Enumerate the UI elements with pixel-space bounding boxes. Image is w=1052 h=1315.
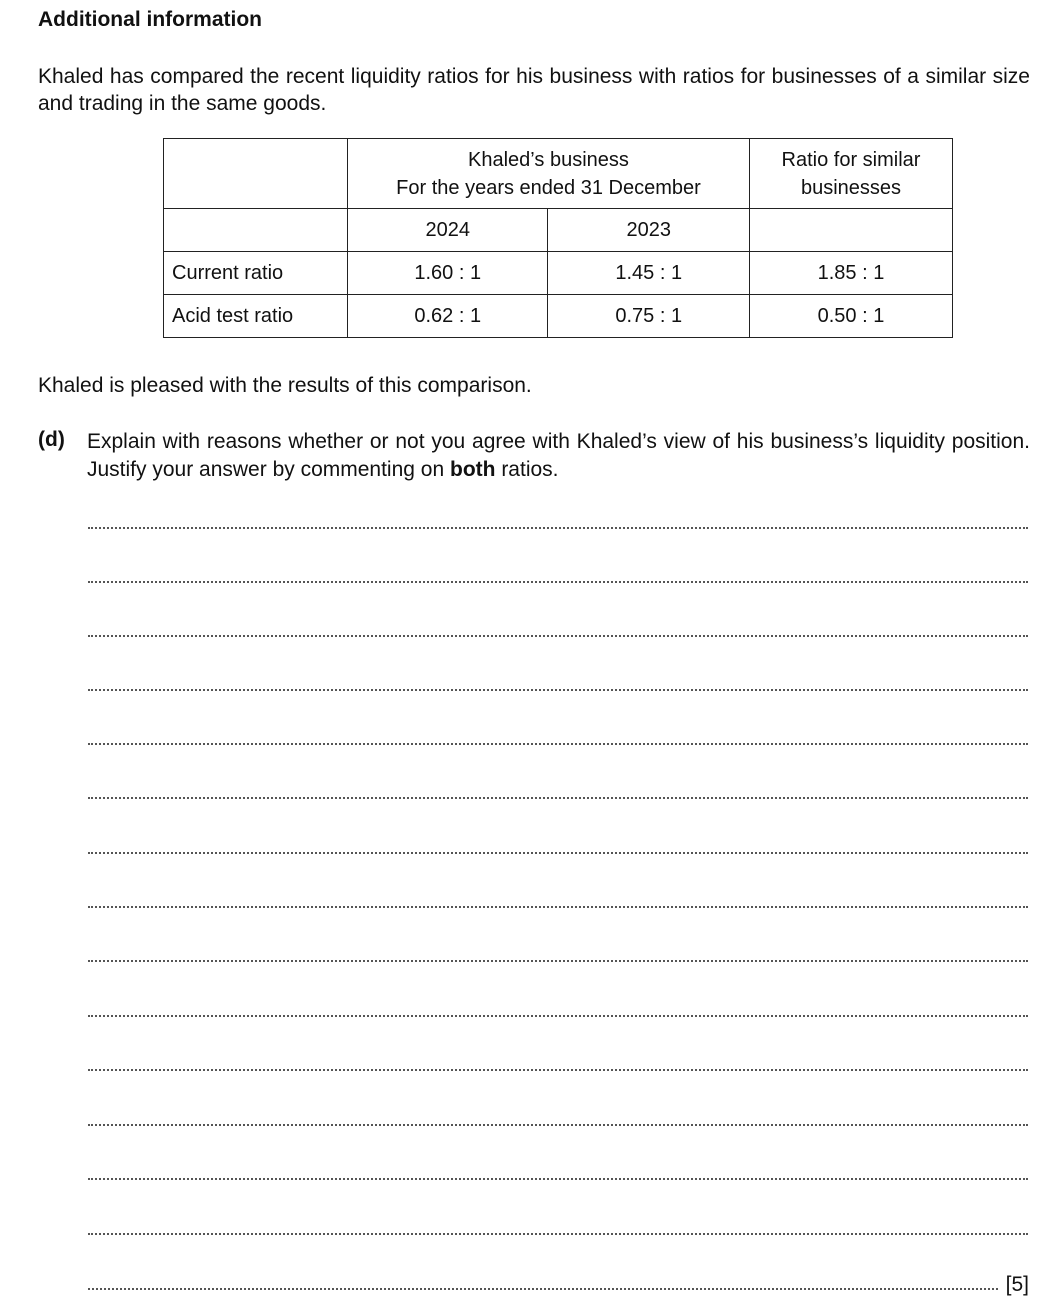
khaled-business-header xyxy=(347,139,749,209)
marks-allocation: [5] xyxy=(1005,1273,1029,1296)
current-ratio-2024: 1.60 : 1 xyxy=(347,252,548,295)
answer-line[interactable] xyxy=(88,960,1028,962)
question-emphasis: both xyxy=(450,458,496,481)
liquidity-ratio-table xyxy=(163,138,953,338)
empty-similar-year-cell xyxy=(749,209,952,252)
acid-test-ratio-2024: 0.62 : 1 xyxy=(347,295,548,338)
question-text-part2: ratios. xyxy=(495,458,559,481)
acid-test-ratio-similar: 0.50 : 1 xyxy=(749,295,952,338)
similar-header-line2: businesses xyxy=(800,176,902,199)
answer-line[interactable] xyxy=(88,906,1028,908)
empty-year-cell xyxy=(164,209,348,252)
khaled-header-line1: Khaled’s business xyxy=(468,148,629,171)
similar-businesses-header xyxy=(749,139,952,209)
answer-line[interactable] xyxy=(88,635,1028,637)
acid-test-ratio-2023: 0.75 : 1 xyxy=(548,295,750,338)
year-2023-header: 2023 xyxy=(548,209,750,252)
question-text-part1: Explain with reasons whether or not you agree with Khaled’s view of his business’s liquidity position. Justify your answer by commenting on xyxy=(87,430,1030,481)
similar-header-line1: Ratio for similar xyxy=(781,148,921,171)
question-label: (d) xyxy=(38,428,65,451)
empty-header-cell xyxy=(164,139,348,209)
current-ratio-2023: 1.45 : 1 xyxy=(548,252,750,295)
row-label-current-ratio: Current ratio xyxy=(164,252,348,295)
answer-line[interactable] xyxy=(88,1015,1028,1017)
answer-line[interactable] xyxy=(88,797,1028,799)
current-ratio-similar: 1.85 : 1 xyxy=(749,252,952,295)
answer-line[interactable] xyxy=(88,689,1028,691)
answer-line[interactable] xyxy=(88,743,1028,745)
comparison-statement: Khaled is pleased with the results of this comparison. xyxy=(38,374,532,397)
table-year-row xyxy=(164,209,953,252)
question-text xyxy=(87,428,1030,484)
row-label-acid-test-ratio: Acid test ratio xyxy=(164,295,348,338)
answer-line[interactable] xyxy=(88,852,1028,854)
answer-line[interactable] xyxy=(88,1069,1028,1071)
answer-line[interactable] xyxy=(88,527,1028,529)
table-row xyxy=(164,252,953,295)
answer-line[interactable] xyxy=(88,1288,998,1290)
khaled-header-line2: For the years ended 31 December xyxy=(396,176,701,199)
answer-line[interactable] xyxy=(88,1233,1028,1235)
table-row xyxy=(164,295,953,338)
table-header-row xyxy=(164,139,953,209)
year-2024-header: 2024 xyxy=(347,209,548,252)
answer-line[interactable] xyxy=(88,581,1028,583)
answer-line[interactable] xyxy=(88,1178,1028,1180)
section-heading: Additional information xyxy=(38,8,262,31)
intro-paragraph: Khaled has compared the recent liquidity ratios for his business with ratios for businesses of a similar size and trading in the same goods. xyxy=(38,65,1030,115)
answer-line[interactable] xyxy=(88,1124,1028,1126)
